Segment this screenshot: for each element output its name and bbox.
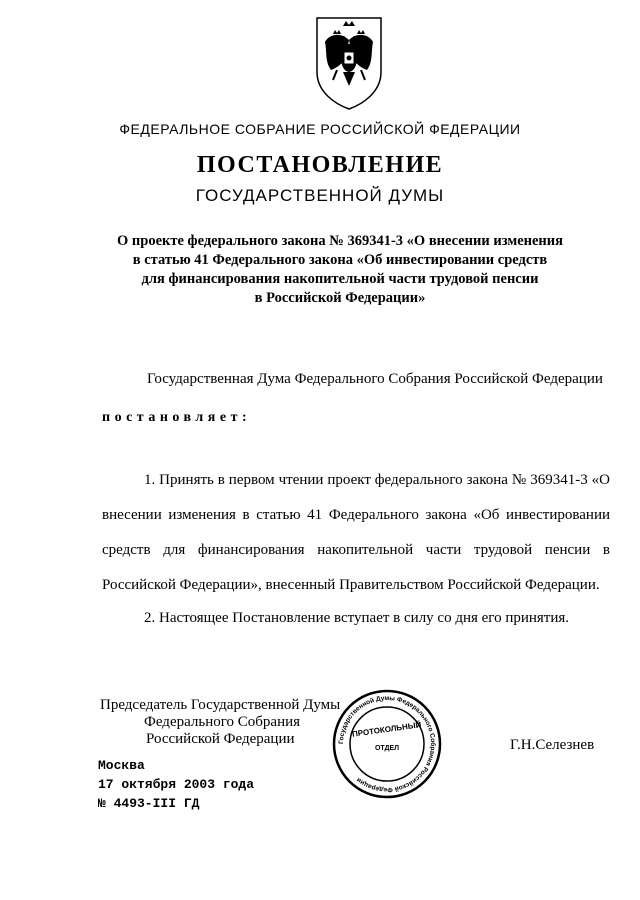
subject-line: для финансирования накопительной части трудовой пенсии bbox=[141, 271, 539, 287]
stamp-center-bottom: ОТДЕЛ bbox=[374, 745, 400, 752]
official-stamp bbox=[331, 688, 443, 800]
stamp-outer-text: Государственной Думы Федерального Собрания Российской Федерации bbox=[337, 694, 437, 794]
paragraph-2: 2. Настоящее Постановление вступает в силу со дня его принятия. bbox=[144, 610, 570, 626]
signatory-title bbox=[100, 697, 340, 748]
paragraph-line: 1. Принять в первом чтении проект федерального закона № 369341-3 «О bbox=[144, 472, 610, 488]
paragraph-line: средств для финансирования накопительной части трудовой пенсии в bbox=[102, 542, 610, 558]
paragraph-line: внесении изменения в статью 41 Федерального закона «Об инвестировании bbox=[102, 507, 610, 523]
document-date: 17 октября 2003 года bbox=[98, 777, 255, 792]
subject-line: в Российской Федерации» bbox=[254, 290, 426, 306]
signatory-title-line: Председатель Государственной Думы bbox=[100, 697, 341, 713]
resolves-label: постановляет: bbox=[102, 410, 252, 425]
document-subject bbox=[100, 232, 580, 308]
coat-of-arms-icon bbox=[313, 12, 385, 112]
subject-line: О проекте федерального закона № 369341-3 «О внесении изменения bbox=[117, 233, 563, 249]
place-of-signing: Москва bbox=[98, 758, 145, 773]
paragraph-line: Российской Федерации», внесенный Правительством Российской Федерации. bbox=[102, 577, 600, 593]
paragraph-1 bbox=[102, 470, 610, 610]
subject-line: в статью 41 Федерального закона «Об инвестировании средств bbox=[132, 252, 548, 268]
preamble-text: Государственная Дума Федерального Собрания Российской Федерации bbox=[147, 371, 603, 387]
issuer-subtitle: ГОСУДАРСТВЕННОЙ ДУМЫ bbox=[195, 186, 445, 205]
signatory-title-line: Федерального Собрания bbox=[144, 714, 301, 730]
document-type-title: ПОСТАНОВЛЕНИЕ bbox=[196, 152, 444, 178]
stamp-center-top: ПРОТОКОЛЬНЫЙ bbox=[351, 720, 422, 739]
document-number: № 4493-III ГД bbox=[98, 796, 200, 811]
organization-heading: ФЕДЕРАЛЬНОЕ СОБРАНИЕ РОССИЙСКОЙ ФЕДЕРАЦИИ bbox=[119, 121, 521, 137]
signatory-name: Г.Н.Селезнев bbox=[510, 737, 595, 753]
signatory-title-line: Российской Федерации bbox=[146, 731, 295, 747]
